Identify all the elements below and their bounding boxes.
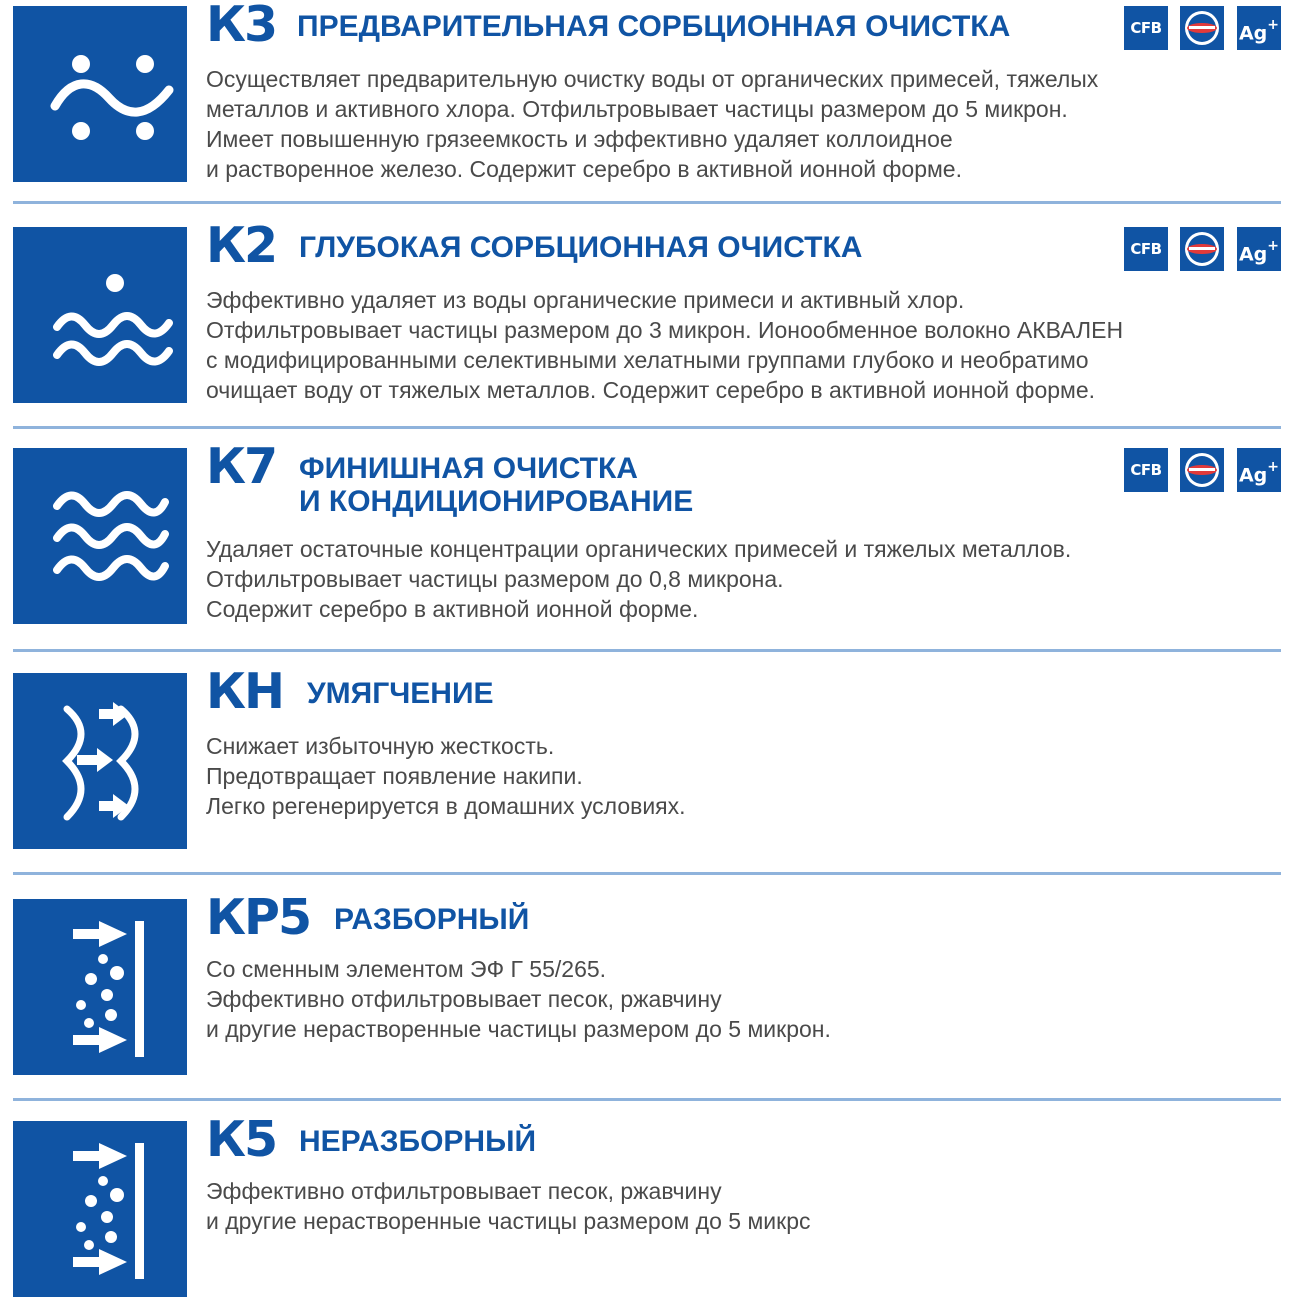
cartridge-row-k2: [0, 217, 1300, 403]
cfb-badge: CFB: [1124, 6, 1168, 50]
cartridge-code: К3: [206, 0, 277, 53]
cartridge-code: К7: [206, 438, 277, 495]
cartridge-title: РАЗБОРНЫЙ: [334, 903, 530, 936]
separator: [13, 426, 1281, 429]
cartridge-description: Эффективно отфильтровывает песок, ржавчину и другие нерастворенные частицы размером до 5 микрс: [206, 1178, 811, 1234]
separator: [13, 872, 1281, 875]
feature-badges: [1124, 448, 1281, 494]
cartridge-code: К5: [206, 1111, 277, 1168]
separator: [13, 201, 1281, 204]
cartridge-title: ГЛУБОКАЯ СОРБЦИОННАЯ ОЧИСТКА: [299, 231, 863, 264]
feature-badges: [1124, 6, 1281, 52]
separator: [13, 1098, 1281, 1101]
double-wave-icon: [13, 227, 187, 403]
brand-logo-icon: [1180, 6, 1224, 50]
mechanical-filter-icon: [13, 899, 187, 1075]
cartridge-code: К2: [206, 217, 277, 274]
cfb-badge: CFB: [1124, 227, 1168, 271]
cartridge-row-k3: [0, 0, 1300, 182]
cartridge-code: КН: [206, 663, 284, 720]
triple-wave-icon: [13, 448, 187, 624]
cartridge-description: Удаляет остаточные концентрации органических примесей и тяжелых металлов. Отфильтровывает частицы размером до 0,8 микрона. Содержит серебро в активной ионной форме.: [206, 536, 1072, 622]
cartridge-code: КР5: [206, 889, 311, 946]
cartridge-row-kp5: [0, 889, 1300, 1075]
mechanical-filter-icon: [13, 1121, 187, 1297]
cartridge-row-k7: [0, 438, 1300, 624]
cartridge-description: Эффективно удаляет из воды органические примеси и активный хлор. Отфильтровывает частицы размером до 3 микрон. Ионообменное волокно АКВАЛЕН с модифицированными селективными хелатными группами глубоко и необратимо очищает воду от тяжелых металлов. Содержит серебро в активной ионной форме.: [206, 287, 1124, 403]
softening-arrows-icon: [13, 673, 187, 849]
brand-logo-icon: [1180, 227, 1224, 271]
silver-ion-badge: Ag+: [1237, 448, 1281, 492]
silver-ion-badge: Ag+: [1237, 227, 1281, 271]
cartridge-description: Со сменным элементом ЭФ Г 55/265. Эффективно отфильтровывает песок, ржавчину и другие нерастворенные частицы размером до 5 микрон.: [206, 956, 831, 1042]
cartridge-row-k5: [0, 1111, 1300, 1297]
dots-wave-icon: [13, 6, 187, 182]
cartridge-row-kh: [0, 663, 1300, 849]
cartridge-title: УМЯГЧЕНИЕ: [307, 677, 494, 710]
cartridge-description: Осуществляет предварительную очистку воды от органических примесей, тяжелых металлов и активного хлора. Отфильтровывает частицы размером до 5 микрон. Имеет повышенную грязеемкость и эффективно удаляет коллоидное и растворенное железо. Содержит серебро в активной ионной форме.: [206, 66, 1099, 182]
cfb-badge: CFB: [1124, 448, 1168, 492]
feature-badges: [1124, 227, 1281, 273]
separator: [13, 649, 1281, 652]
cartridge-title: ФИНИШНАЯ ОЧИСТКА И КОНДИЦИОНИРОВАНИЕ: [299, 452, 694, 518]
cartridge-title: НЕРАЗБОРНЫЙ: [299, 1125, 537, 1158]
cartridge-title: ПРЕДВАРИТЕЛЬНАЯ СОРБЦИОННАЯ ОЧИСТКА: [297, 10, 1011, 43]
brand-logo-icon: [1180, 448, 1224, 492]
silver-ion-badge: Ag+: [1237, 6, 1281, 50]
cartridge-description: Снижает избыточную жесткость. Предотвращает появление накипи. Легко регенерируется в домашних условиях.: [206, 733, 686, 819]
